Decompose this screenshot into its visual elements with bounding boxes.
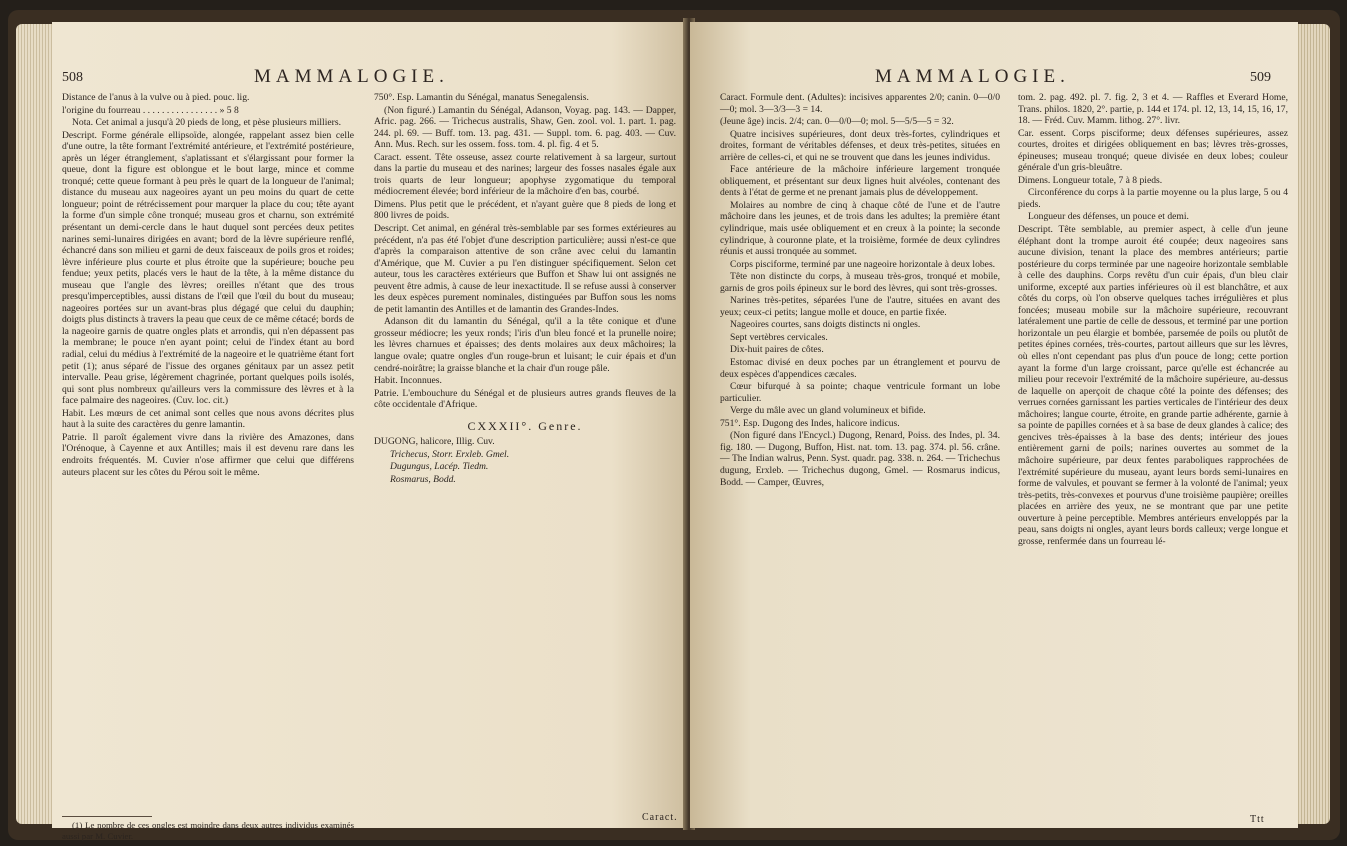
right-column-1 (720, 92, 1000, 489)
synonym-line: Dugungus, Lacép. Tiedm. (390, 461, 489, 473)
paragraph: Circonférence du corps à la partie moyenne ou la plus large, 5 ou 4 pieds. (1018, 187, 1288, 210)
synonym-line: Trichecus, Storr. Erxleb. Gmel. (390, 448, 510, 460)
synonym-line: DUGONG, halicore, Illig. Cuv. (374, 436, 495, 448)
genre-heading: CXXXII°. Genre. (467, 418, 583, 433)
left-footnote-area (62, 810, 354, 841)
paragraph: Distance de l'anus à la vulve ou à pied. pouc. lig. (62, 92, 250, 103)
paragraph: (Jeune âge) incis. 2/4; can. 0—0/0—0; mol. 5—5/5—5 = 32. (720, 116, 954, 128)
right-page (690, 22, 1298, 828)
paragraph: Dimens. Longueur totale, 7 à 8 pieds. (1018, 174, 1163, 186)
paragraph: Patrie. L'embouchure du Sénégal et de plusieurs autres grands fleuves de la côte occidentale d'Afrique. (374, 387, 676, 411)
paragraph: Car. essent. Corps pisciforme; deux défenses supérieures, assez courtes, droites et dirigées obliquement en bas; lèvres très-grosses, épineuses; museau tronqué; queue divisée en deux lobes; couleur générale d'un gris-bleuâtre. (1018, 127, 1288, 174)
paragraph: Face antérieure de la mâchoire inférieure largement tronquée obliquement, et présentant sur deux lignes huit alvéoles, contenant des dents à l'état de germe et ne prenant jamais plus de développement. (720, 164, 1000, 199)
left-column-2 (374, 92, 676, 487)
paragraph: 750°. Esp. Lamantin du Sénégal, manatus Senegalensis. (374, 92, 589, 103)
paragraph: Quatre incisives supérieures, dont deux très-fortes, cylindriques et droites, formant de véritables défenses, et deux très-petites, situées en arrière de celles-ci, et qui ne se trouvent que dans les jeunes individus. (720, 128, 1000, 163)
left-page (52, 22, 688, 841)
paragraph: Habit. Inconnues. (374, 375, 442, 387)
paragraph: Caract. Formule dent. (Adultes): incisives apparentes 2/0; canin. 0—0/0—0; mol. 3—3/3—3 = 14. (720, 92, 1000, 115)
page-edges-left (16, 24, 54, 824)
paragraph: Cœur bifurqué à sa pointe; chaque ventricule formant un lobe particulier. (720, 381, 1000, 404)
paragraph: (Non figuré.) Lamantin du Sénégal, Adanson, Voyag. pag. 143. — Dapper, Afric. pag. 266. — Trichecus australis, Shaw, Gen. zool. vol. 1. part. 1. pag. 244. pl. 69. — Buff. tom. 13. pag. 431. — Suppl. tom. 6. pag. 403. — Cuv. Ann. Mus. Rech. sur les ossem. foss. tom. 4. pl. fig. 4 et 5. (374, 104, 676, 151)
paragraph: Descript. Cet animal, en général très-semblable par ses formes extérieures au précédent, n'a pas été l'objet d'une description particulière; aussi n'est-ce que d'après la comparaison attentive de son crâne avec celui du lamantin d'Amérique, que M. Cuvier a pu l'en distinguer spécifiquement. Selon cet auteur, tous les caractères extérieurs que Buffon et Shaw lui ont assignés ne peuvent être admis, à cause de leur inexactitude. Il se refuse aussi à conserver les deux espèces purement nominales, distinguées par Buffon sous les noms de petit lamantin des Antilles et de lamantin des Grandes-Indes. (374, 223, 676, 315)
running-head-right: MAMMALOGIE. (875, 66, 1070, 87)
paragraph: Dix-huit paires de côtes. (730, 344, 824, 356)
paragraph: Corps pisciforme, terminé par une nageoire horizontale à deux lobes. (730, 258, 996, 270)
signature-mark: Ttt (1250, 814, 1265, 825)
paragraph: 751°. Esp. Dugong des Indes, halicore indicus. (720, 417, 900, 429)
paragraph: Adanson dit du lamantin du Sénégal, qu'il a la tête conique et d'une grosseur médiocre; les yeux ronds; l'iris d'un bleu foncé et la prunelle noire; les lèvres charnues et épaisses; des dents molaires aux deux mâchoires; la langue ovale; quatre ongles d'un rouge-brun et luisant; le cuir épais et d'un cendré-noirâtre; la graisse blanche et la chair d'un rouge pâle. (374, 316, 676, 374)
paragraph: Descript. Forme générale ellipsoïde, alongée, rappelant assez bien celle d'une outre, la tête formant l'extrémité antérieure, et l'extrémité postérieure, après un léger étranglement, s'aplatissant et s'élargissant pour former la queue, dont la figure est oblongue et le bout large, mince et comme tronqué; cette queue formant à peu près le quart de la longueur de l'animal; distance du museau aux nageoires ayant un peu moins du quart de cette longueur; point de rétrécissement pour marquer la place du cou; tête ayant la forme d'un simple cône tronqué; museau gros et charnu, son extrémité présentant un demi-cercle dans le haut duquel sont percées deux petites narines semi-lunaires dirigées en avant; bord de la lèvre supérieure renflé, échancré dans son milieu et garni de deux faisceaux de poils gros et roides; lèvre inférieure plus courte et plus étroite que la supérieure; bouche peu fendue; yeux petits, placés vers le haut de la tête, à la même distance du museau que l'angle des lèvres; oreilles n'étant que des trous presqu'imperceptibles, aussi distans de l'œil que l'œil du bout du museau; nageoires portées sur un avant-bras plus dégagé que celui du dauphin; doigts plus distincts à travers la peau que ceux de ce même cétacé; bords de la nageoire garnis de quatre ongles plats et arrondis, qui n'en dépassent pas la membrane; le pouce n'en ayant point; celui de l'index étant au bord radial, celui du médius à l'extrémité de la nageoire et le quatrième étant fort petit (1); anus séparé de l'issue des organes génitaux par un assez petit intervalle. Peau grise, légèrement chagrinée, portant quelques poils isolés, qui sont plus nombreux qu'ailleurs vers la commissure des lèvres et à la face palmaire des nageoires. (Cuv. loc. cit.) (62, 129, 354, 407)
paragraph: Nageoires courtes, sans doigts distincts ni ongles. (730, 319, 921, 331)
paragraph: Nota. Cet animal a jusqu'à 20 pieds de long, et pèse plusieurs milliers. (72, 117, 341, 129)
left-column-1 (62, 92, 354, 479)
paragraph: Sept vertèbres cervicales. (730, 331, 828, 343)
catchword: Caract. (642, 812, 678, 823)
paragraph: Descript. Tête semblable, au premier aspect, à celle d'un jeune éléphant dont la trompe auroit été coupée; deux nageoires sans aucune division, tenant la place des membres antérieurs; partie postérieure du corps terminée par une nageoire horizontale semblable à celle des dauphins. Corps revêtu d'un cuir épais, d'un bleu clair uniforme, excepté aux parties inférieures où il est blanchâtre, et aux côtés du corps, où l'on observe quelques taches irrégulières et plus foncées; museau mobile sur la mâchoire supérieure, recouvrant latéralement une partie de celle de dessous, et terminé par une portion horizontale un peu élargie et bombée, parsemée de poils ou plutôt de petites épines cornées, très-courtes, partout ailleurs que sur les lèvres, où elles n'ont cependant pas plus d'un pouce de long; cette portion ayant la forme d'un large croissant, parce qu'elle est échancrée au milieu pour recevoir l'extrémité de la mâchoire supérieure, au-dessus de laquelle on aperçoit de chaque côté la pointe des défenses; des verrues cornées garnissant les parties verticales de l'intérieur des deux mâchoires; langue courte, étroite, en grande partie adhérente, garnie à sa pointe de papilles cornées et à sa base de deux glandes à calice; des gencives très-épaisses à la base des dents; intérieur des joues entièrement garni de poils; narines ouvertes au sommet de la mâchoire supérieure, par deux fentes paraboliques rapprochées de l'extrémité supérieure du museau, ayant leurs bords semi-lunaires en forme de valvules, et pouvant se fermer à la volonté de l'animal; yeux très-petits, très-convexes et pourvus d'une troisième paupière; oreilles placées en arrière des yeux, ne se montrant que par une petite ouverture à peine perceptible. Membres antérieurs enveloppés par la peau, sans doigts ni ongles, ayant leurs bords calleux; verge longue et grosse, renfermée dans un fourreau lé- (1018, 224, 1288, 547)
paragraph: Molaires au nombre de cinq à chaque côté de l'une et de l'autre mâchoire dans les jeunes, et de trois dans les adultes; la première étant cylindrique, mais usée obliquement et en creux à la pointe; la seconde cylindrique, à couronne plate, et la troisième, formée de deux cylindres réunis et aussi tronquée au sommet. (720, 199, 1000, 258)
paragraph: (Non figuré dans l'Encycl.) Dugong, Renard, Poiss. des Indes, pl. 34. fig. 180. — Dugong, Buffon, Hist. nat. tom. 13. pag. 374. pl. 56. crâne. — The Indian walrus, Penn. Syst. quadr. pag. 338. n. 264. — Trichechus dugung, Erxleb. — Trichechus dugong, Gmel. — Rosmarus indicus, Bodd. — Camper, Œuvres, (720, 430, 1000, 488)
synonym-line: Rosmarus, Bodd. (390, 473, 456, 485)
right-column-2 (1018, 92, 1288, 548)
page-edges-right (1296, 24, 1330, 824)
paragraph: Narines très-petites, séparées l'une de l'autre, situées en avant des yeux; ceux-ci petits; langue molle et douce, en partie fixée. (720, 295, 1000, 318)
footnote: (1) Le nombre de ces ongles est moindre dans deux autres individus examinés aussi par M. Cuvier. (62, 820, 354, 841)
footnote-rule (62, 816, 152, 817)
paragraph: tom. 2. pag. 492. pl. 7. fig. 2, 3 et 4. — Raffles et Everard Home, Trans. philos. 1820, 2°. partie, p. 144 et 174. pl. 12, 13, 14, 15, 16, 17, 18. — Fréd. Cuv. Mamm. lithog. 27°. livr. (1018, 92, 1288, 127)
paragraph: Verge du mâle avec un gland volumineux et bifide. (730, 405, 926, 417)
page-number-right: 509 (1250, 70, 1271, 85)
paragraph: Caract. essent. Tête osseuse, assez courte relativement à sa largeur, surtout dans la partie du museau et des narines; largeur des fosses nasales égale aux trois quarts de leur longueur; apophyse zygomatique du temporal médiocrement élevée; bord inférieur de la mâchoire d'en bas, courbé. (374, 151, 676, 198)
paragraph: Patrie. Il paroît également vivre dans la rivière des Amazones, dans l'Orénoque, à Cayenne et aux Antilles; mais il est devenu rare dans les endroits fréquentés. M. Cuvier n'ose affirmer que celui que différens auteurs placent sur les côtes du Pérou soit le même. (62, 431, 354, 478)
paragraph: Tête non distincte du corps, à museau très-gros, tronqué et mobile, garnis de gros poils épineux sur le bord des lèvres, qui sont très-grosses. (720, 271, 1000, 294)
paragraph: l'origine du fourreau . . . . . . . . . . . . . . . . » 5 8 (62, 104, 239, 116)
paragraph: Habit. Les mœurs de cet animal sont celles que nous avons décrites plus haut à la suite des caractères du genre lamantin. (62, 407, 354, 431)
paragraph: Estomac divisé en deux poches par un étranglement et pourvu de deux espèces d'appendices cæcales. (720, 357, 1000, 380)
paragraph: Dimens. Plus petit que le précédent, et n'ayant guère que 8 pieds de long et 800 livres de poids. (374, 198, 676, 222)
running-head-left: MAMMALOGIE. (254, 66, 449, 87)
paragraph: Longueur des défenses, un pouce et demi. (1028, 211, 1189, 223)
page-number-left: 508 (62, 70, 83, 85)
